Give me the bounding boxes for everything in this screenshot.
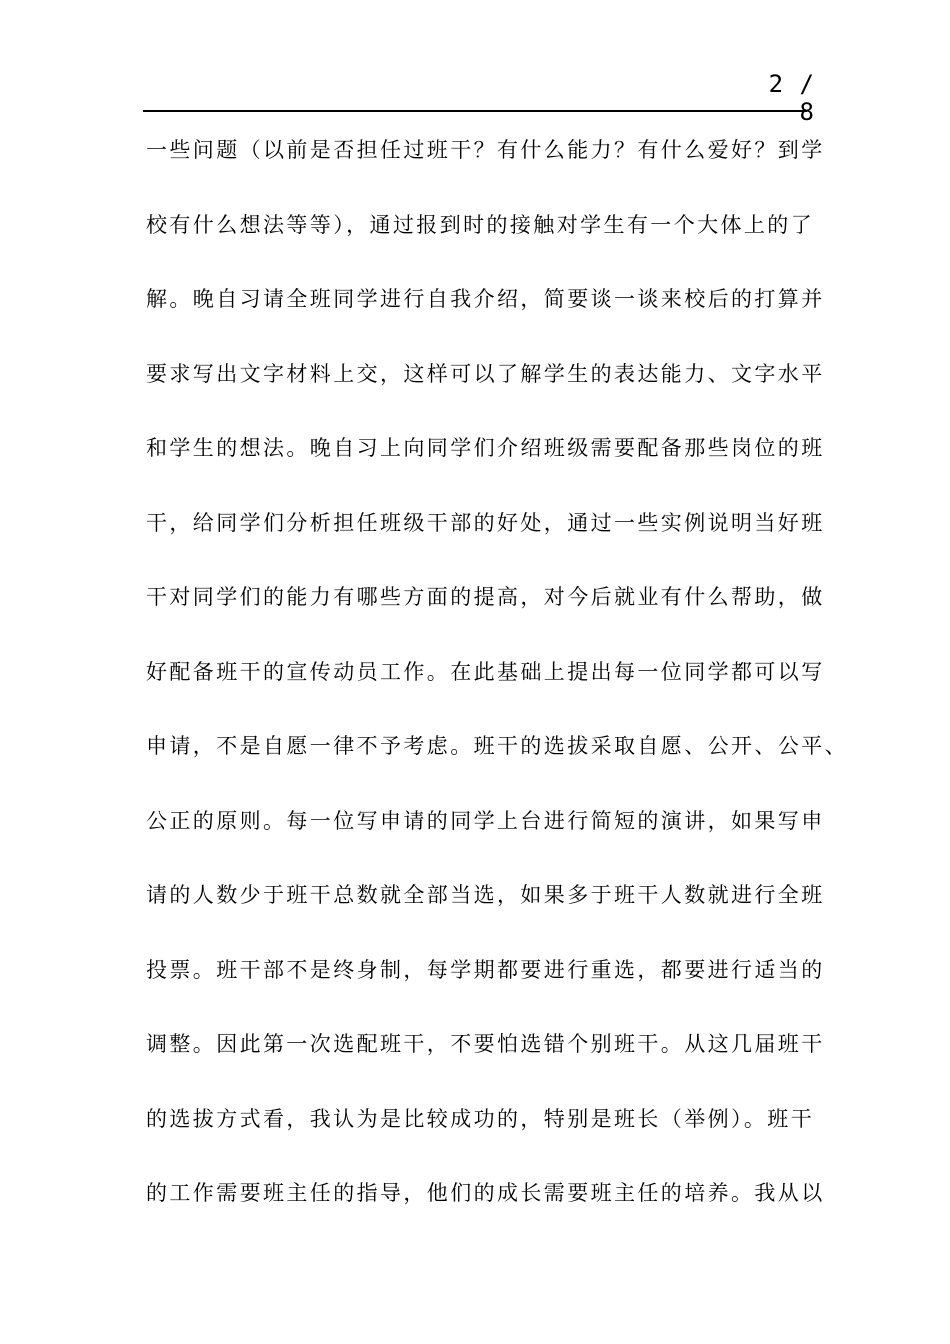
body-line: 校有什么想法等等），通过报到时的接触对学生有一个大体上的了 (146, 212, 815, 237)
page-number: 2 / 8 (768, 70, 815, 126)
body-line: 请的人数少于班干总数就全部当选，如果多于班干人数就进行全班 (146, 883, 825, 907)
body-line: 的选拔方式看，我认为是比较成功的，特别是班长（举例）。班干 (146, 1106, 815, 1131)
body-line: 好配备班干的宣传动员工作。在此基础上提出每一位同学都可以写 (146, 659, 825, 684)
body-line: 要求写出文字材料上交，这样可以了解学生的表达能力、文字水平 (146, 361, 825, 386)
body-line: 解。晚自习请全班同学进行自我介绍，简要谈一谈来校后的打算并 (146, 287, 825, 311)
header-divider (143, 110, 807, 112)
body-line: 的工作需要班主任的指导，他们的成长需要班主任的培养。我从以 (146, 1181, 825, 1205)
body-line: 投票。班干部不是终身制，每学期都要进行重选，都要进行适当的 (146, 957, 825, 982)
body-line: 申请，不是自愿一律不予考虑。班干的选拔采取自愿、公开、公平、 (146, 734, 848, 758)
body-line: 干，给同学们分析担任班级干部的好处，通过一些实例说明当好班 (146, 510, 825, 535)
body-line: 干对同学们的能力有哪些方面的提高，对今后就业有什么帮助，做 (146, 585, 825, 609)
document-body (146, 130, 848, 1248)
body-line: 一些问题（以前是否担任过班干？有什么能力？有什么爱好？到学 (146, 138, 825, 162)
body-line: 调整。因此第一次选配班干，不要怕选错个别班干。从这几届班干 (146, 1032, 825, 1056)
body-line: 和学生的想法。晚自习上向同学们介绍班级需要配备那些岗位的班 (146, 436, 825, 460)
body-line: 公正的原则。每一位写申请的同学上台进行简短的演讲，如果写申 (146, 808, 825, 833)
